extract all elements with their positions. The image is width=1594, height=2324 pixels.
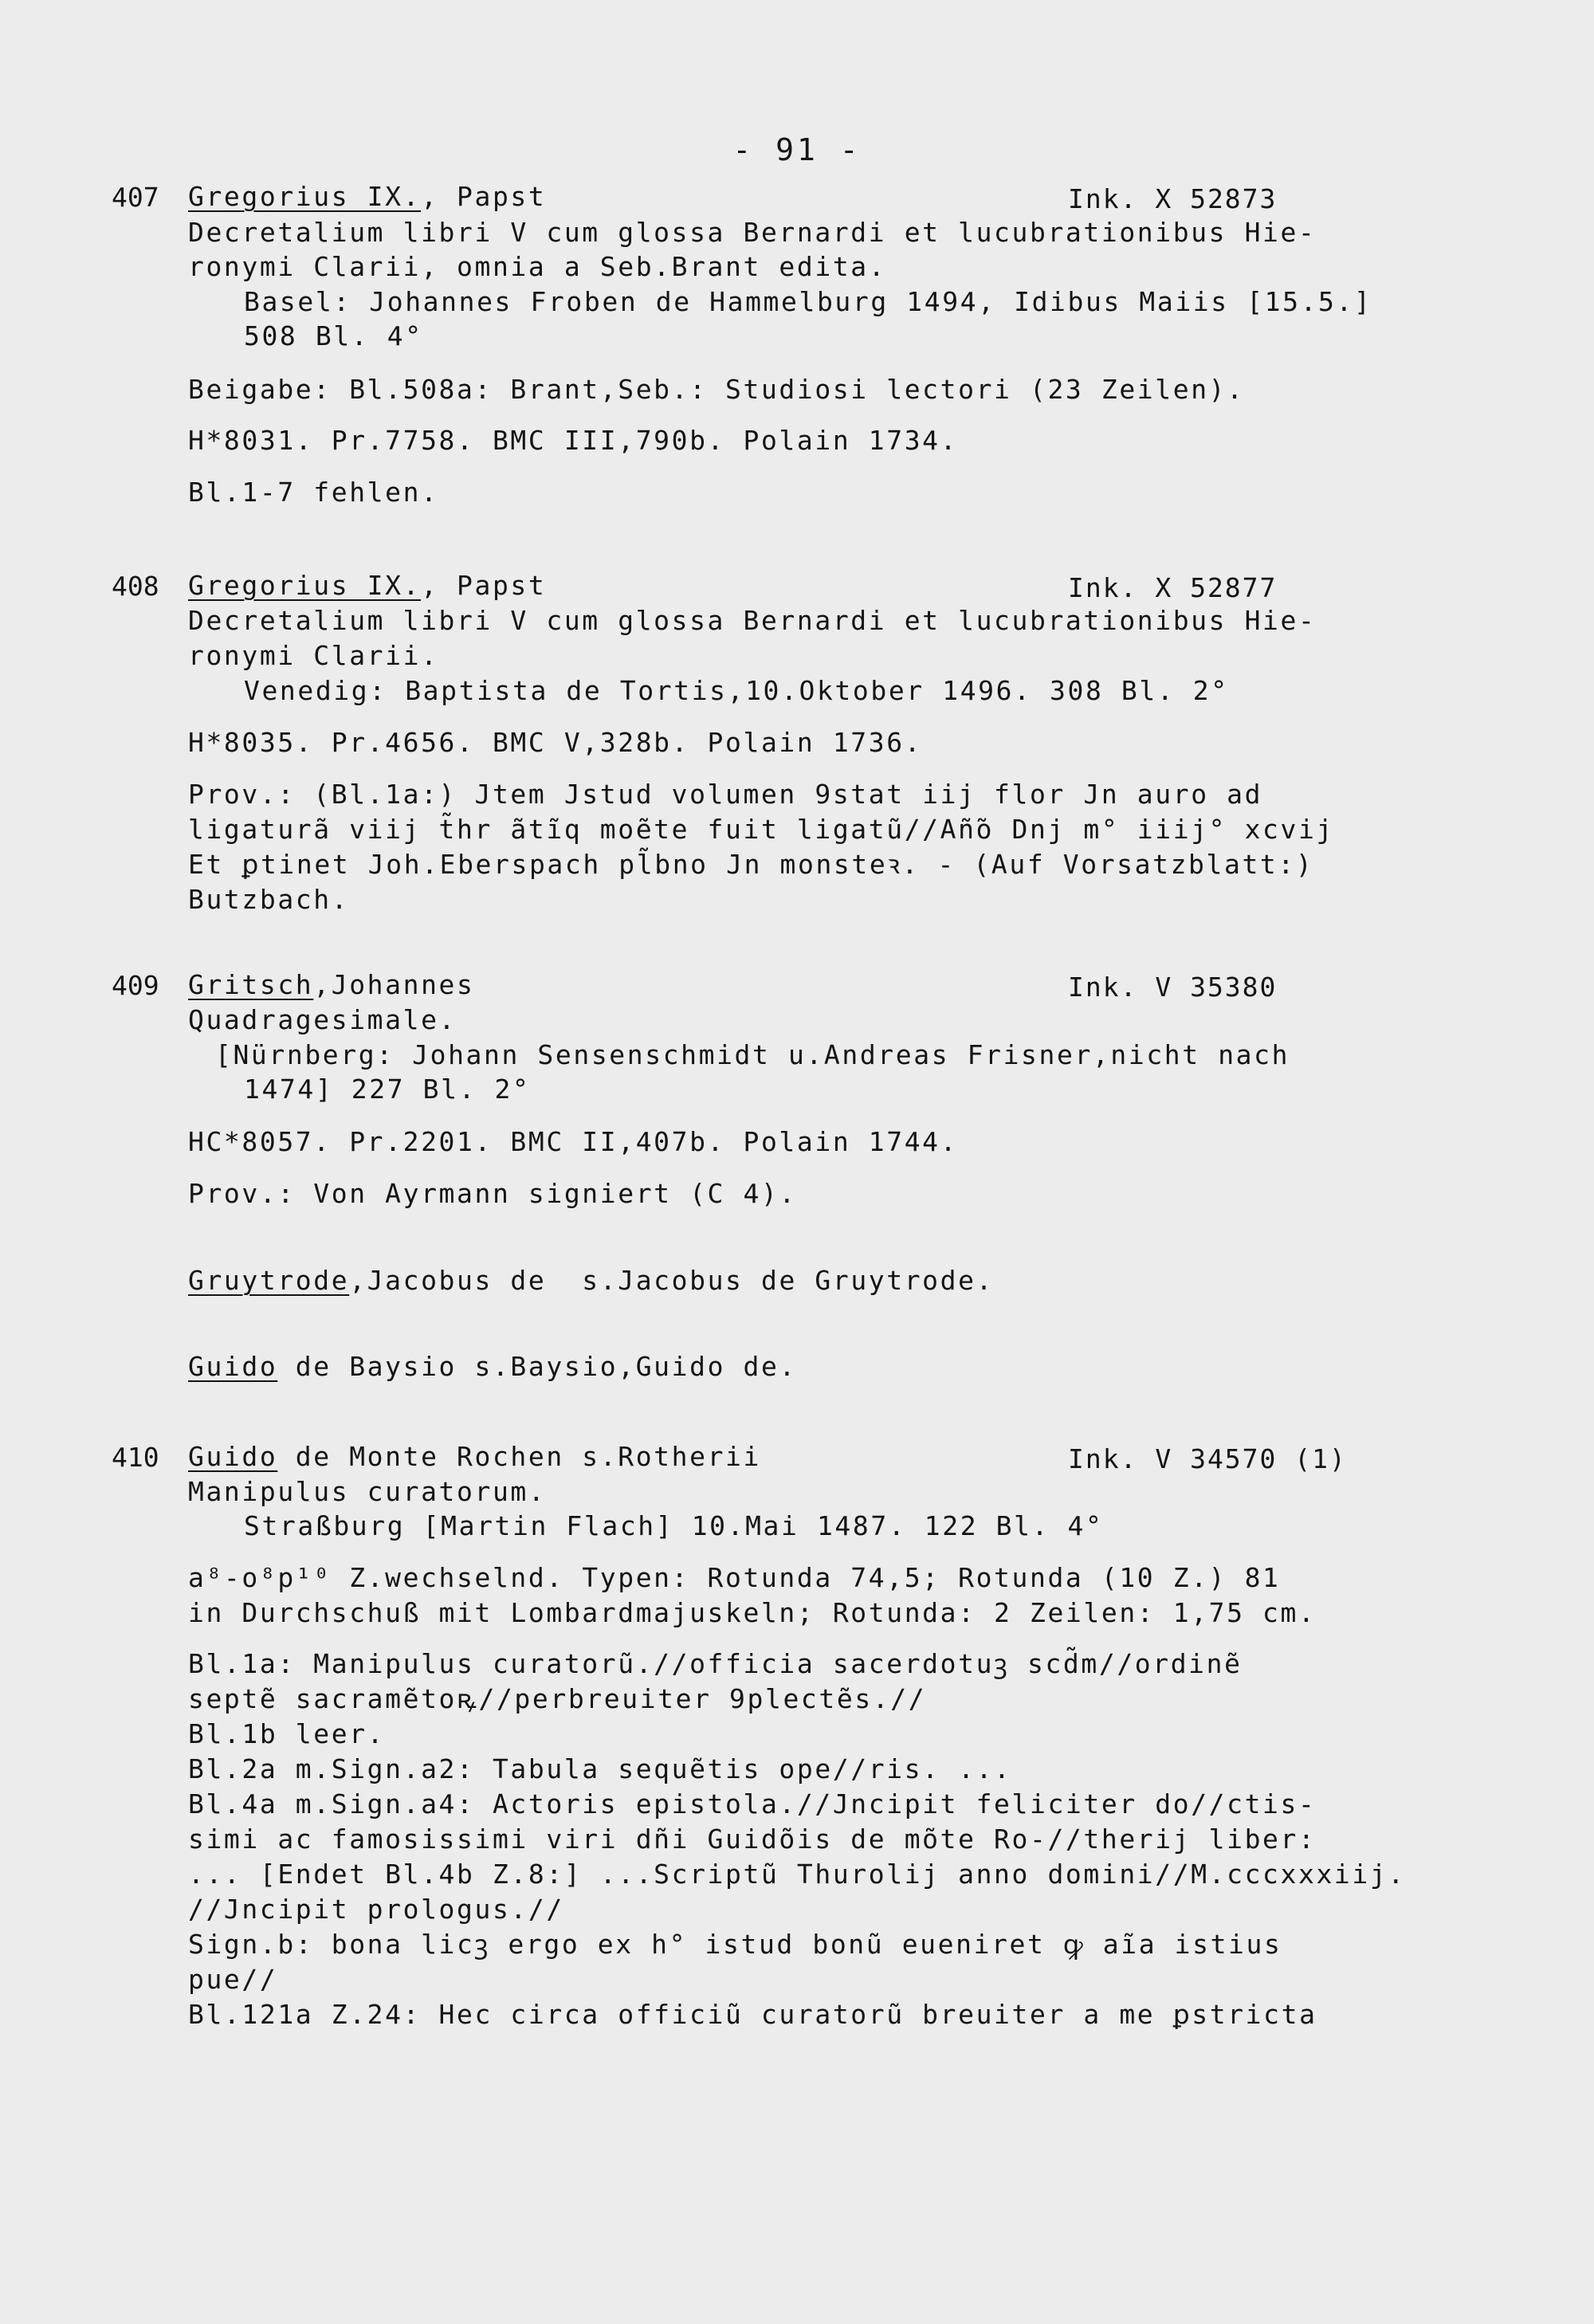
- heading-name: Gritsch: [188, 969, 314, 1000]
- entry-heading: [188, 969, 475, 1000]
- entry-number: 408: [112, 571, 159, 602]
- entry-title-cont: ronymi Clarii.: [188, 640, 439, 671]
- entry-heading: [188, 183, 546, 210]
- entry-references: H*8031. Pr.7758. BMC III,790b. Polain 1734.: [188, 425, 959, 456]
- entry-heading: [188, 1443, 761, 1470]
- entry-references: HC*8057. Pr.2201. BMC II,407b. Polain 1744.: [188, 1126, 959, 1157]
- cross-reference: [188, 1353, 797, 1380]
- entry-note: Bl.2a m.Sign.a2: Tabula sequẽtis ope//ris. ...: [188, 1753, 1012, 1784]
- entry-incipit-cont: septẽ sacramẽtoꝶ//perbreuiter 9plectẽs.//: [188, 1683, 927, 1714]
- entry-heading: [188, 572, 546, 599]
- entry-note: Bl.1b leer.: [188, 1718, 386, 1749]
- entry-note: Sign.b: bona licꝫ ergo ex h° istud bonũ eueniret ꝙ aĩa istius: [188, 1929, 1282, 1960]
- entry-note: Bl.1-7 fehlen.: [188, 477, 439, 508]
- heading-rest: , Papst: [421, 181, 547, 212]
- entry-collation: a⁸-o⁸p¹⁰ Z.wechselnd. Typen: Rotunda 74,5; Rotunda (10 Z.) 81: [188, 1562, 1281, 1593]
- entry-incipit: Bl.1a: Manipulus curatorũ.//officia sacerdotuꝫ scd̃m//ordinẽ: [188, 1648, 1243, 1679]
- entry-provenance-cont: Et ꝑtinet Joh.Eberspach pl̃bno Jn monsteꝛ. - (Auf Vorsatzblatt:): [188, 849, 1314, 880]
- entry-imprint: Venedig: Baptista de Tortis,10.Oktober 1496. 308 Bl. 2°: [244, 675, 1229, 706]
- heading-name: Gregorius IX.: [188, 570, 422, 601]
- heading-rest: de Monte Rochen s.Rotherii: [277, 1441, 761, 1472]
- crossref-name: Gruytrode: [188, 1265, 350, 1296]
- crossref-rest: ,Jacobus de s.Jacobus de Gruytrode.: [349, 1265, 995, 1296]
- entry-note: Bl.4a m.Sign.a4: Actoris epistola.//Jncipit feliciter do//ctis-: [188, 1788, 1317, 1820]
- crossref-rest: de Baysio s.Baysio,Guido de.: [277, 1351, 797, 1382]
- entry-imprint: Straßburg [Martin Flach] 10.Mai 1487. 122 Bl. 4°: [244, 1510, 1104, 1541]
- page-number: - 91 -: [732, 132, 862, 167]
- cross-reference: [188, 1267, 994, 1294]
- entry-explicit: Bl.121a Z.24: Hec circa officiũ curatorũ breuiter a me ꝑstricta: [188, 1999, 1317, 2030]
- heading-name: Gregorius IX.: [188, 181, 422, 212]
- shelfmark: Ink. X 52877: [1068, 572, 1278, 603]
- entry-note-cont: pue//: [188, 1964, 278, 1995]
- entry-note-cont: //Jncipit prologus.//: [188, 1894, 564, 1925]
- heading-name: Guido: [188, 1441, 278, 1472]
- entry-title: Manipulus curatorum.: [188, 1476, 547, 1507]
- heading-rest: , Papst: [421, 570, 547, 601]
- entry-note: Beigabe: Bl.508a: Brant,Seb.: Studiosi lectori (23 Zeilen).: [188, 374, 1245, 405]
- entry-imprint: Basel: Johannes Froben de Hammelburg 1494, Idibus Maiis [15.5.]: [244, 286, 1372, 317]
- entry-note-cont: simi ac famosissimi viri dñi Guidõis de mõte Ro-//therij liber:: [188, 1823, 1317, 1855]
- entry-title: Quadragesimale.: [188, 1004, 457, 1035]
- entry-imprint-cont: 1474] 227 Bl. 2°: [244, 1074, 531, 1105]
- shelfmark: Ink. V 34570 (1): [1068, 1443, 1347, 1474]
- entry-provenance: Prov.: (Bl.1a:) Jtem Jstud volumen 9stat iij flor Jn auro ad: [188, 779, 1263, 810]
- entry-collation: 508 Bl. 4°: [244, 320, 423, 351]
- entry-title-cont: ronymi Clarii, omnia a Seb.Brant edita.: [188, 251, 887, 282]
- entry-title: Decretalium libri V cum glossa Bernardi et lucubrationibus Hie-: [188, 217, 1317, 248]
- entry-imprint: [Nürnberg: Johann Sensenschmidt u.Andreas Frisner,nicht nach: [215, 1039, 1290, 1070]
- entry-number: 409: [112, 970, 159, 1001]
- entry-provenance-cont: ligaturã viij t̃hr ãtĩq moẽte fuit ligatũ//Añ̃o Dnj m° iiij° xcvij: [188, 814, 1334, 845]
- entry-title: Decretalium libri V cum glossa Bernardi et lucubrationibus Hie-: [188, 605, 1317, 636]
- entry-provenance: Prov.: Von Ayrmann signiert (C 4).: [188, 1178, 797, 1209]
- entry-note-cont: ... [Endet Bl.4b Z.8:] ...Scriptũ Thurolij anno domini//M.cccxxxiij.: [188, 1859, 1406, 1890]
- entry-references: H*8035. Pr.4656. BMC V,328b. Polain 1736.: [188, 727, 923, 758]
- heading-rest: ,Johannes: [313, 969, 475, 1000]
- shelfmark: Ink. X 52873: [1068, 183, 1278, 214]
- entry-typography: in Durchschuß mit Lombardmajuskeln; Rotunda: 2 Zeilen: 1,75 cm.: [188, 1597, 1317, 1628]
- crossref-name: Guido: [188, 1351, 278, 1382]
- shelfmark: Ink. V 35380: [1068, 972, 1278, 1003]
- entry-number: 410: [112, 1442, 159, 1473]
- entry-provenance-cont: Butzbach.: [188, 884, 350, 915]
- entry-number: 407: [112, 182, 159, 213]
